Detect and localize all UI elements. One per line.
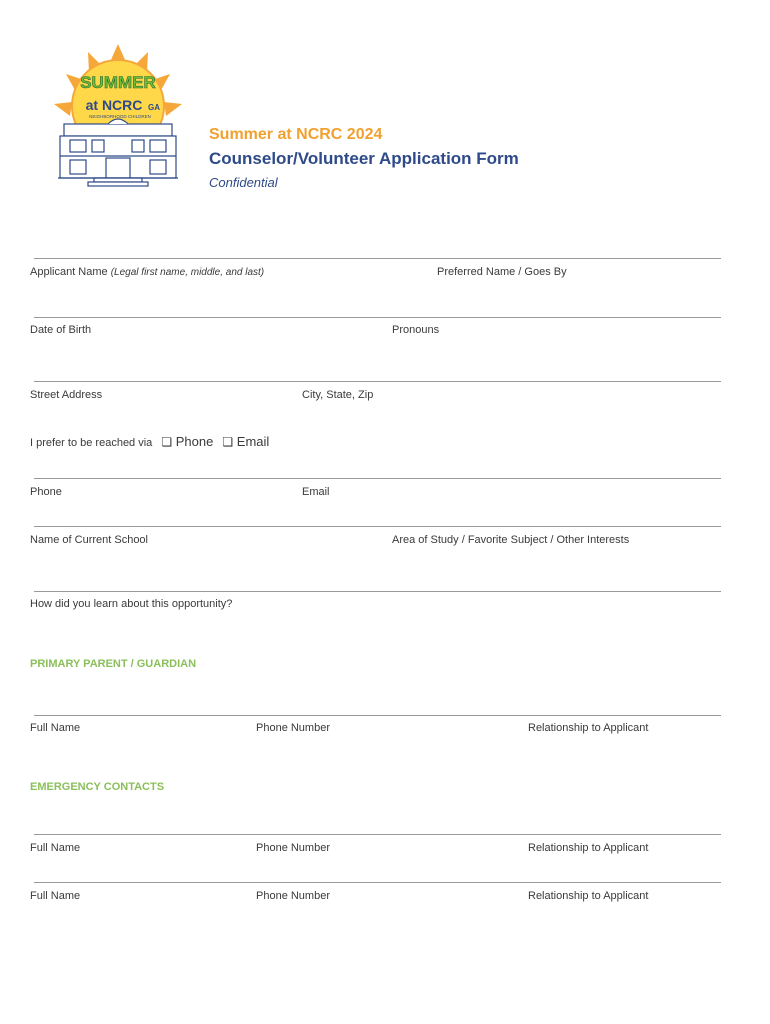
pronouns-label: Pronouns <box>392 324 440 336</box>
emergency-phone-label: Phone Number <box>256 842 330 854</box>
applicant-name-text: Applicant Name <box>30 266 108 278</box>
emergency-contact-line[interactable] <box>34 882 721 883</box>
emergency-relationship-label: Relationship to Applicant <box>528 890 649 902</box>
school-line[interactable] <box>34 526 721 527</box>
logo-suffix-text: GA <box>148 103 160 112</box>
form-subtitle: Counselor/Volunteer Application Form <box>209 149 519 168</box>
phone-label: Phone <box>30 486 62 498</box>
guardian-line[interactable] <box>34 715 721 716</box>
emergency-contact-line[interactable] <box>34 834 721 835</box>
address-line[interactable] <box>34 381 721 382</box>
learned-line[interactable] <box>34 591 721 592</box>
guardian-relationship-label: Relationship to Applicant <box>528 722 649 734</box>
email-option-label: Email <box>236 434 270 449</box>
logo-ncrc-text: at NCRC <box>85 97 143 113</box>
preferred-name-label: Preferred Name / Goes By <box>437 266 567 278</box>
current-school-label: Name of Current School <box>30 534 148 546</box>
dob-line[interactable] <box>34 317 721 318</box>
phone-checkbox[interactable] <box>161 434 213 449</box>
guardian-heading: PRIMARY PARENT / GUARDIAN <box>30 658 197 670</box>
contact-preference-label: I prefer to be reached via <box>30 437 153 449</box>
form-title: Summer at NCRC 2024 <box>209 126 383 143</box>
dob-label: Date of Birth <box>30 324 92 336</box>
contact-preference <box>30 434 269 449</box>
checkbox-icon: ❏ <box>161 435 173 449</box>
building-illustration <box>58 119 178 186</box>
phone-option-label: Phone <box>175 434 214 449</box>
confidential-label: Confidential <box>209 175 278 190</box>
applicant-name-note: (Legal first name, middle, and last) <box>110 267 265 278</box>
area-of-study-label: Area of Study / Favorite Subject / Other Interests <box>392 534 630 546</box>
guardian-full-name-label: Full Name <box>30 722 81 734</box>
emergency-full-name-label: Full Name <box>30 842 81 854</box>
emergency-full-name-label: Full Name <box>30 890 81 902</box>
email-checkbox[interactable] <box>222 434 269 449</box>
learned-about-label: How did you learn about this opportunity? <box>30 598 233 610</box>
summer-ncrc-logo <box>50 44 186 190</box>
email-label: Email <box>302 486 330 498</box>
guardian-phone-label: Phone Number <box>256 722 330 734</box>
checkbox-icon: ❏ <box>222 435 234 449</box>
phone-email-line[interactable] <box>34 478 721 479</box>
emergency-heading: EMERGENCY CONTACTS <box>30 781 165 793</box>
applicant-name-label <box>30 266 264 278</box>
emergency-phone-label: Phone Number <box>256 890 330 902</box>
city-state-zip-label: City, State, Zip <box>302 389 374 401</box>
logo-tagline-text: NEIGHBORHOOD CHILDREN <box>89 114 151 119</box>
logo-summer-text: SUMMER <box>80 73 156 92</box>
emergency-relationship-label: Relationship to Applicant <box>528 842 649 854</box>
applicant-name-line[interactable] <box>34 258 721 259</box>
street-address-label: Street Address <box>30 389 103 401</box>
